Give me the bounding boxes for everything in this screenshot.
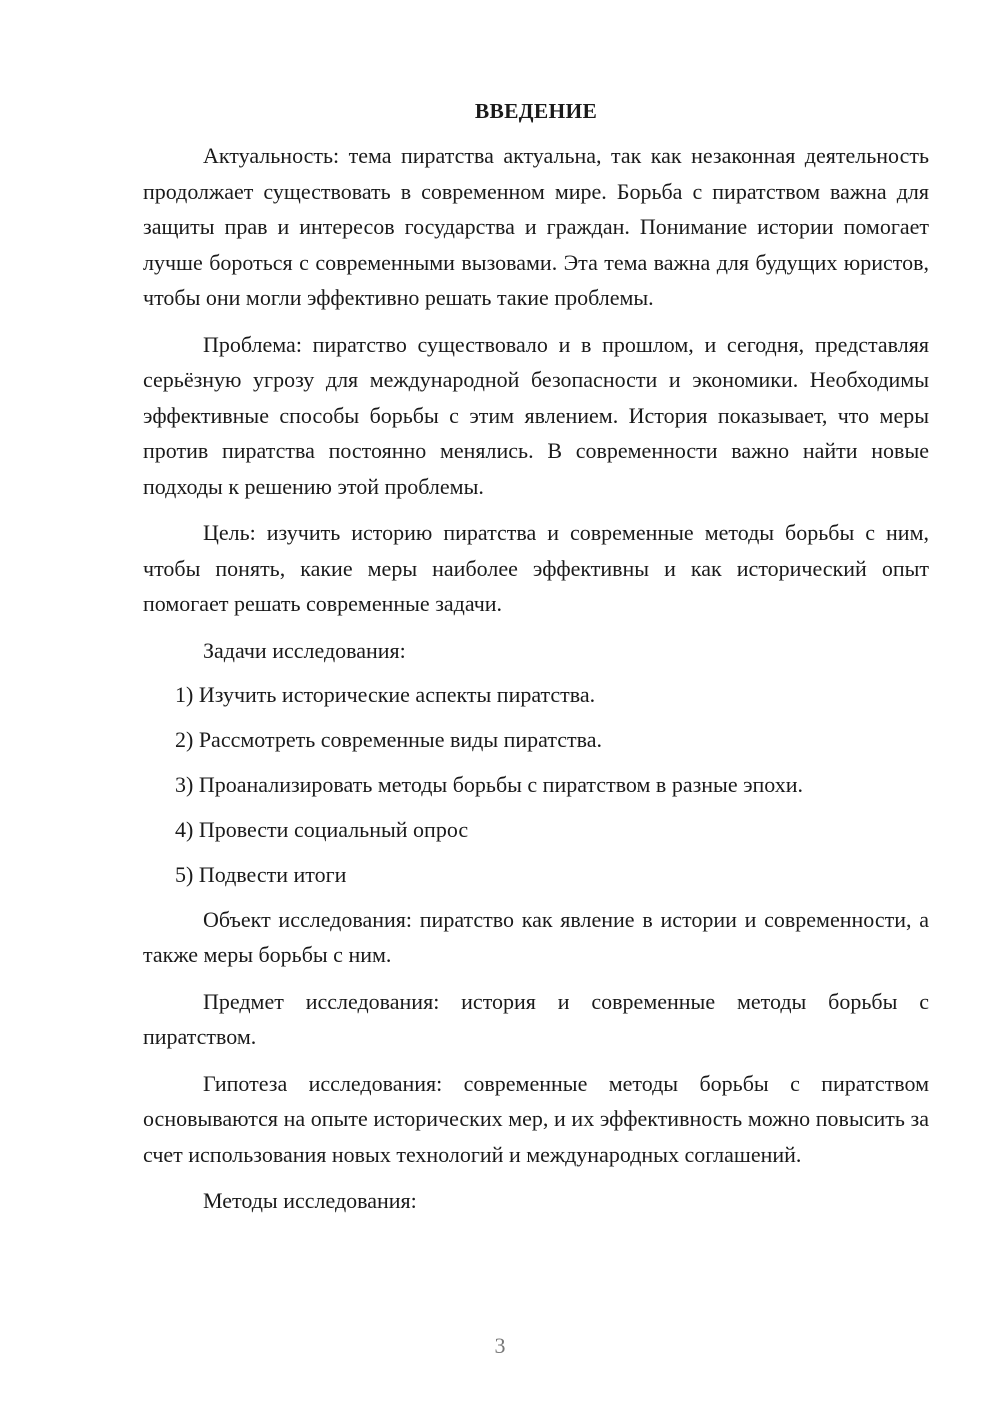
document-page [143, 96, 929, 1219]
section-title: ВВЕДЕНИЕ [474, 99, 598, 123]
relevance-paragraph: Актуальность: тема пиратства актуальна, так как незаконная деятельность продолжает существовать в современном мире. Борьба с пиратством важна для защиты прав и интересов государства и граждан. Понимание истории помогает лучше бороться с современными вызовами. Эта тема важна для будущих юристов, чтобы они могли эффективно решать такие проблемы. [143, 143, 929, 310]
goal-paragraph: Цель: изучить историю пиратства и современные методы борьбы с ним, чтобы понять, какие меры наиболее эффективны и как исторический опыт помогает решать современные задачи. [143, 520, 929, 616]
problem-paragraph: Проблема: пиратство существовало и в прошлом, и сегодня, представляя серьёзную угрозу для международной безопасности и экономики. Необходимы эффективные способы борьбы с этим явлением. История показывает, что меры против пиратства постоянно менялись. В современности важно найти новые подходы к решению этой проблемы. [143, 331, 929, 499]
task-item: 4) Провести социальный опрос [175, 817, 469, 843]
methods-heading: Методы исследования: [203, 1188, 417, 1214]
task-item: 1) Изучить исторические аспекты пиратства. [175, 682, 596, 707]
task-item: 2) Рассмотреть современные виды пиратства. [175, 727, 602, 753]
task-item: 5) Подвести итоги [175, 862, 347, 888]
tasks-heading: Задачи исследования: [203, 637, 406, 663]
object-paragraph: Объект исследования: пиратство как явление в истории и современности, а также меры борьбы с ним. [143, 906, 929, 968]
hypothesis-paragraph: Гипотеза исследования: современные методы борьбы с пиратством основываются на опыте исторических мер, и их эффективность можно повысить за счет использования новых технологий и международных соглашений. [143, 1070, 929, 1167]
task-item: 3) Проанализировать методы борьбы с пиратством в разные эпохи. [175, 772, 804, 798]
page-number: 3 [494, 1333, 506, 1358]
subject-paragraph: Предмет исследования: история и современные методы борьбы с пиратством. [143, 988, 929, 1050]
